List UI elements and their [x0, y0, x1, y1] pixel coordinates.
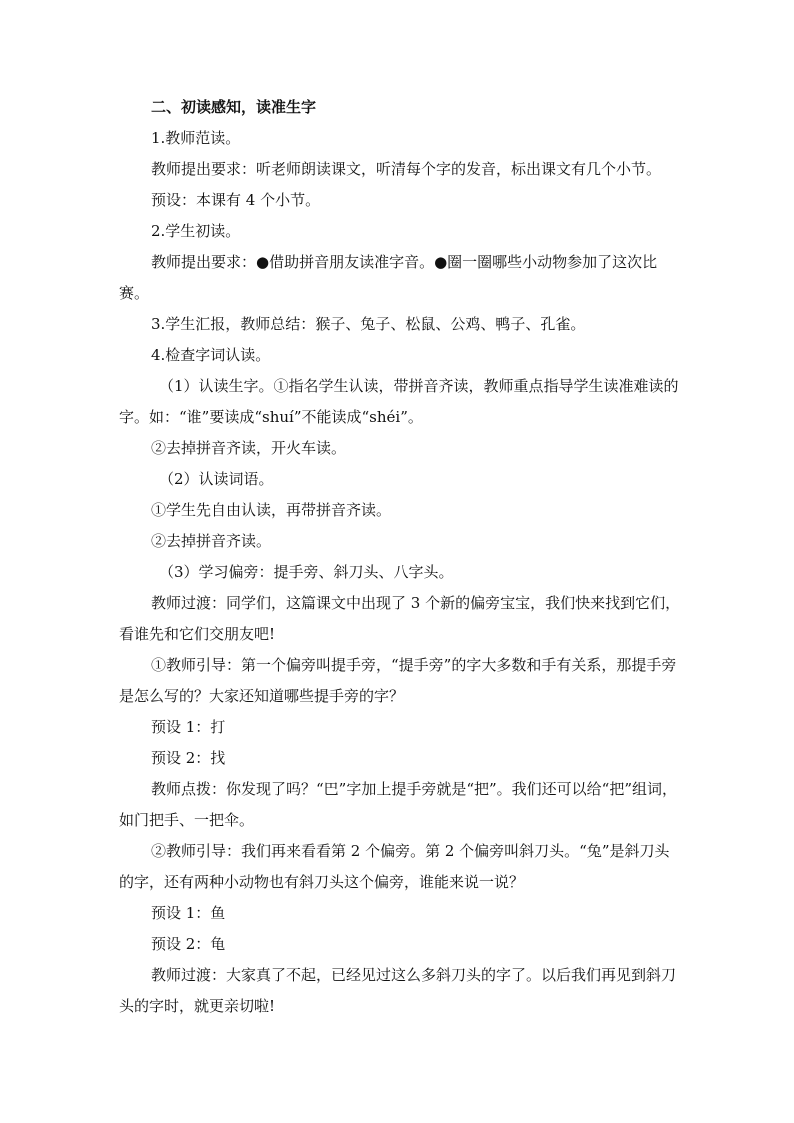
paragraph-teacher-transition-1: 教师过渡：同学们，这篇课文中出现了 3 个新的偏旁宝宝，我们快来找到它们，看谁先和它们交朋友吧!: [119, 594, 681, 643]
paragraph-teacher-guide-1: ①教师引导：第一个偏旁叫提手旁，“提手旁”的字大多数和手有关系，那提手旁是怎么写的？大家还知道哪些提手旁的字？: [119, 656, 677, 705]
paragraph-preset-1b: 预设 1：鱼: [151, 904, 226, 922]
paragraph-student-report: 3.学生汇报，教师总结：猴子、兔子、松鼠、公鸡、鸭子、孔雀。: [151, 315, 586, 333]
paragraph-teacher-requirement-2: 教师提出要求：●借助拼音朋友读准字音。●圈一圈哪些小动物参加了这次比赛。: [119, 253, 658, 302]
paragraph-learn-radicals: （3）学习偏旁：提手旁、斜刀头、八字头。: [159, 563, 454, 581]
lesson-content: [119, 92, 682, 1022]
paragraph-free-reading: ①学生先自由认读，再带拼音齐读。: [151, 501, 392, 519]
paragraph-teacher-transition-2: 教师过渡：大家真了不起，已经见过这么多斜刀头的字了。以后我们再见到斜刀头的字时，就更亲切啦!: [119, 966, 677, 1015]
paragraph-student-first-read: 2.学生初读。: [151, 222, 241, 240]
paragraph-remove-pinyin-1: ②去掉拼音齐读，开火车读。: [151, 439, 347, 457]
paragraph-remove-pinyin-2: ②去掉拼音齐读。: [151, 532, 272, 550]
paragraph-recognize-words: （2）认读词语。: [159, 470, 274, 488]
paragraph-teacher-guide-2: ②教师引导：我们再来看看第 2 个偏旁。第 2 个偏旁叫斜刀头。“兔”是斜刀头的字，还有两种小动物也有斜刀头这个偏旁，谁能来说一说？: [119, 842, 670, 891]
section-heading: 二、初读感知，读准生字: [151, 98, 317, 116]
paragraph-check-words: 4.检查字词认读。: [151, 346, 271, 364]
paragraph-preset-2a: 预设 2：找: [151, 749, 226, 767]
paragraph-teacher-demo: 1.教师范读。: [151, 129, 241, 147]
paragraph-preset-1a: 预设 1：打: [151, 718, 226, 736]
paragraph-recognize-characters: （1）认读生字。①指名学生认读，带拼音齐读，教师重点指导学生读准难读的字。如：“谁”要读成“shuí”不能读成“shéi”。: [119, 377, 679, 426]
paragraph-preset-2b: 预设 2：龟: [151, 935, 226, 953]
paragraph-teacher-requirement-1: 教师提出要求：听老师朗读课文，听清每个字的发音，标出课文有几个小节。: [151, 160, 662, 178]
paragraph-teacher-tip: 教师点拨：你发现了吗？“巴”字加上提手旁就是“把”。我们还可以给“把”组词，如门把手、一把伞。: [119, 780, 678, 829]
paragraph-preset-sections: 预设：本课有 4 个小节。: [151, 191, 321, 209]
